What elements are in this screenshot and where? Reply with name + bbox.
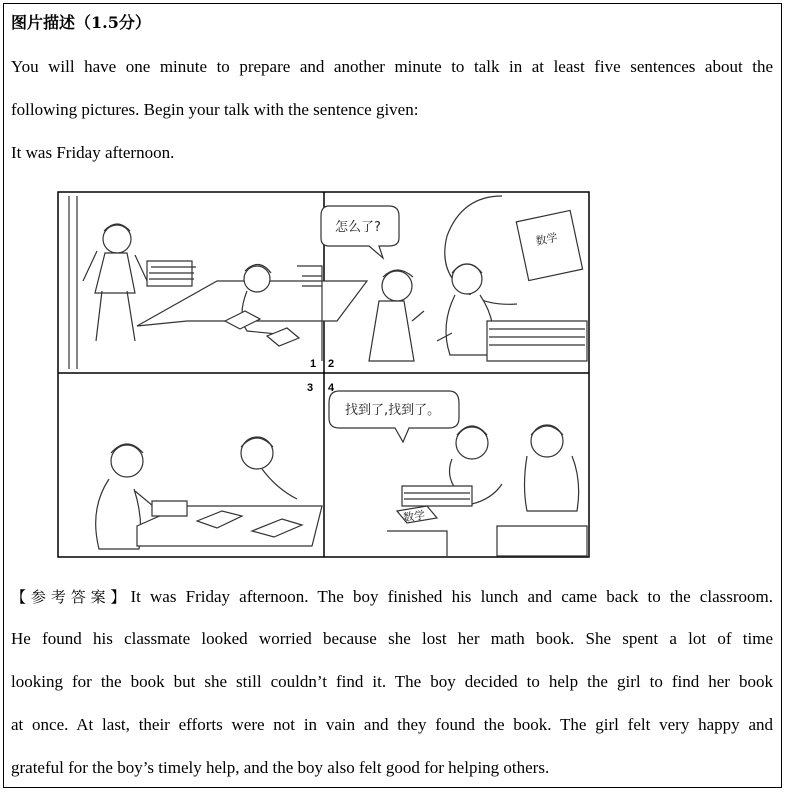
panel-4-number: 4	[328, 382, 335, 394]
panel-2-book-label: 数学	[534, 230, 559, 249]
comic-strip	[57, 191, 590, 558]
panel-3-number: 3	[307, 382, 314, 394]
answer-text-1: It was Friday afternoon. The boy finished his lunch and came back to the classroom.	[130, 587, 773, 606]
answer-line-1	[11, 586, 773, 607]
prompt-line-3: It was Friday afternoon.	[11, 143, 175, 162]
answer-line-5: grateful for the boy’s timely help, and the boy also felt good for helping others.	[11, 758, 550, 777]
panel-1-number: 1	[310, 358, 317, 370]
panel-2-speech: 怎么了?	[335, 220, 381, 235]
panel-4-speech: 找到了,找到了。	[345, 403, 441, 418]
answer-line-3: looking for the book but she still couldn’t find it. The boy decided to help the girl to find her book	[11, 672, 773, 691]
answer-line-4: at once. At last, their efforts were not in vain and they found the book. The girl felt very happy and	[11, 715, 773, 734]
panel-4-book-label: 数学	[402, 508, 426, 525]
prompt-line-1: You will have one minute to prepare and another minute to talk in at least five sentences about the	[11, 57, 773, 76]
answer-label: 【参考答案】	[11, 588, 131, 606]
section-title: 图片描述（1.5分）	[11, 13, 151, 32]
answer-line-2: He found his classmate looked worried because she lost her math book. She spent a lot of time	[11, 629, 773, 648]
panel-2-number: 2	[328, 358, 335, 370]
comic-illustration	[57, 191, 590, 558]
prompt-line-2: following pictures. Begin your talk with the sentence given:	[11, 100, 419, 119]
